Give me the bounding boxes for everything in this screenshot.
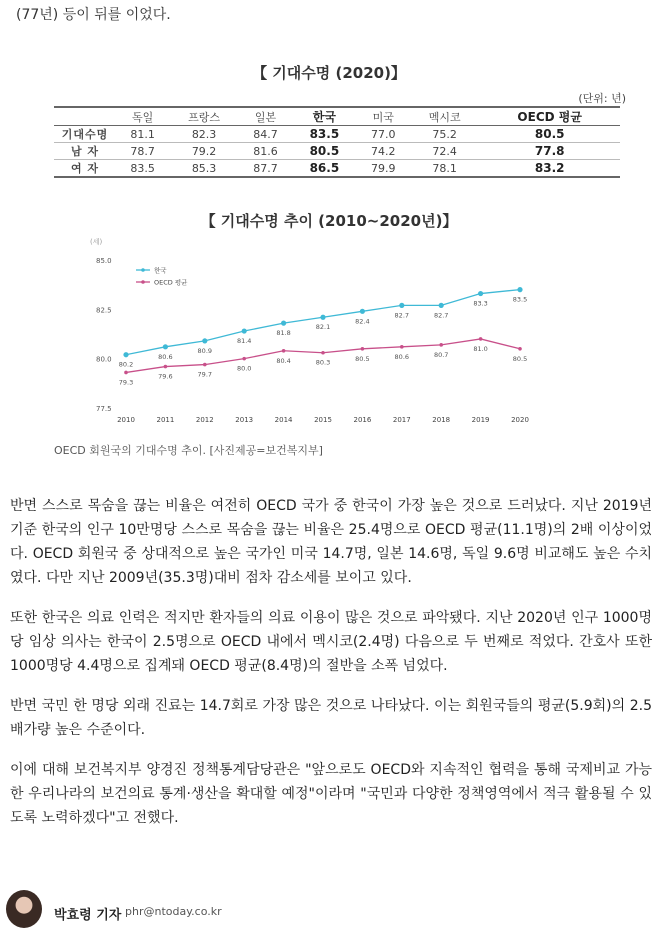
table-cell: 86.5: [292, 160, 356, 178]
column-header: [54, 107, 116, 126]
column-header: OECD 평균: [479, 107, 620, 126]
y-tick-label: 77.5: [96, 405, 112, 413]
table-title: 【 기대수명 (2020)】: [252, 64, 406, 82]
data-point: [203, 363, 207, 367]
data-point: [478, 291, 483, 296]
paragraph: 반면 국민 한 명당 외래 진료는 14.7회로 가장 많은 것으로 나타났다. 이는 회원국들의 평균(5.9회)의 2.5배가량 높은 수준이다.: [10, 698, 652, 738]
table-cell: 83.5: [116, 160, 169, 178]
table-header-row: [54, 107, 620, 126]
data-label: 80.4: [276, 356, 291, 365]
x-tick-label: 2020: [511, 416, 529, 424]
data-point: [439, 343, 443, 347]
data-point: [517, 287, 522, 292]
data-point: [400, 345, 404, 349]
data-label: 80.5: [355, 354, 370, 363]
paragraph: 또한 한국은 의료 인력은 적지만 환자들의 의료 이용이 많은 것으로 파악됐다. 지난 2020년 인구 1000명당 임상 의사는 한국이 2.5명으로 OECD 내에서 멕시코(2.4명) 다음으로 두 번째로 적었다. 간호사 또한 1000명당 4.4명으로 집계돼 OECD 평균(8.4명)의 절반을 소폭 넘었다.: [10, 610, 652, 674]
data-point: [282, 349, 286, 353]
row-label: 여 자: [54, 160, 116, 178]
data-label: 80.5: [512, 354, 528, 363]
data-point: [123, 352, 128, 357]
data-label: 82.1: [315, 323, 331, 332]
table-cell: 78.1: [410, 160, 479, 178]
data-point: [360, 309, 365, 314]
table-cell: 74.2: [357, 143, 410, 160]
table-unit: (단위: 년): [578, 92, 626, 105]
column-header: 미국: [357, 107, 410, 126]
table-cell: 77.8: [479, 143, 620, 160]
table-cell: 83.5: [292, 126, 356, 143]
legend-label: 한국: [154, 266, 167, 275]
chart-title: 【 기대수명 추이 (2010~2020년)】: [200, 212, 458, 230]
data-point: [479, 337, 483, 341]
author-name: 박효령 기자: [54, 908, 122, 923]
column-header: 독일: [116, 107, 169, 126]
y-tick-label: 82.5: [96, 306, 112, 315]
data-label: 79.6: [158, 372, 173, 381]
author-email[interactable]: phr@ntoday.co.kr: [125, 905, 222, 918]
article-image: [0, 52, 658, 462]
data-label: 83.5: [512, 295, 528, 304]
row-label: 남 자: [54, 143, 116, 160]
table-cell: 79.9: [357, 160, 410, 178]
table-cell: 80.5: [479, 126, 620, 143]
legend-label: OECD 평균: [154, 278, 188, 287]
data-point: [361, 347, 365, 351]
data-label: 80.2: [118, 360, 134, 369]
table-cell: 84.7: [239, 126, 292, 143]
x-tick-label: 2016: [353, 416, 372, 424]
x-tick-label: 2010: [117, 416, 135, 424]
data-label: 80.6: [158, 352, 173, 361]
data-label: 80.9: [197, 346, 213, 355]
x-tick-label: 2013: [235, 416, 254, 424]
table-row: [54, 143, 620, 160]
data-point: [163, 344, 168, 349]
data-point: [518, 347, 522, 351]
table-row: [54, 160, 620, 178]
column-header: 프랑스: [169, 107, 238, 126]
data-label: 80.3: [315, 358, 331, 367]
data-point: [321, 351, 325, 355]
table-cell: 81.1: [116, 126, 169, 143]
data-point: [202, 338, 207, 343]
image-caption: OECD 회원국의 기대수명 추이. [사진제공=보건복지부]: [54, 444, 323, 457]
table-cell: 81.6: [239, 143, 292, 160]
data-point: [399, 303, 404, 308]
avatar: [6, 890, 42, 928]
paragraph: 이에 대해 보건복지부 양경진 정책통계담당관은 "앞으로도 OECD와 지속적인 협력을 통해 국제비교 가능한 우리나라의 보건의료 통계·생산을 확대할 예정"이라며 "국민과 다양한 정책영역에서 적극 활용될 수 있도록 노력하겠다"고 전했다.: [10, 762, 652, 826]
author-byline: [0, 886, 658, 927]
column-header: 한국: [292, 107, 356, 126]
x-tick-label: 2019: [471, 416, 490, 424]
data-label: 81.0: [473, 344, 488, 353]
x-tick-label: 2012: [195, 416, 214, 424]
data-label: 82.4: [355, 317, 370, 326]
table-cell: 82.3: [169, 126, 238, 143]
table-cell: 85.3: [169, 160, 238, 178]
table-row: [54, 126, 620, 143]
table-cell: 77.0: [357, 126, 410, 143]
life-expectancy-table: [54, 106, 620, 178]
x-tick-label: 2014: [274, 416, 293, 424]
data-label: 82.7: [394, 311, 410, 320]
data-point: [242, 357, 246, 361]
data-point: [242, 328, 247, 333]
y-tick-label: 85.0: [96, 257, 112, 265]
legend-marker: [141, 268, 145, 272]
row-label: 기대수명: [54, 126, 116, 143]
paragraph: 반면 스스로 목숨을 끊는 비율은 여전히 OECD 국가 중 한국이 가장 높은 것으로 드러났다. 지난 2019년 기준 한국의 인구 10만명당 스스로 목숨을 끊는 비율은 25.4명으로 OECD 평균(11.1명)의 2배 이상이었다. OECD 회원국 중 상대적으로 높은 국가인 미국 14.7명, 일본 14.6명, 독일 9.6명 비교해도 높은 수치였다. 다만 지난 2009년(35.3명)대비 점차 감소세를 보이고 있다.: [10, 498, 652, 586]
data-label: 80.7: [433, 350, 449, 359]
data-point: [164, 365, 168, 369]
x-tick-label: 2018: [432, 416, 451, 424]
x-tick-label: 2017: [392, 416, 411, 424]
data-label: 81.4: [236, 337, 252, 346]
table-cell: 87.7: [239, 160, 292, 178]
data-point: [320, 315, 325, 320]
column-header: 멕시코: [410, 107, 479, 126]
table-cell: 79.2: [169, 143, 238, 160]
data-label: 83.3: [473, 299, 488, 308]
intro-line: (77년) 등이 뒤를 이었다.: [16, 7, 171, 23]
data-point: [439, 303, 444, 308]
column-header: 일본: [239, 107, 292, 126]
table-cell: 75.2: [410, 126, 479, 143]
data-label: 79.7: [197, 370, 213, 379]
table-cell: 83.2: [479, 160, 620, 178]
data-label: 79.3: [118, 378, 134, 387]
legend-marker: [141, 280, 145, 284]
series-line: [126, 290, 520, 355]
x-tick-label: 2011: [156, 416, 175, 424]
table-cell: 80.5: [292, 143, 356, 160]
x-tick-label: 2015: [314, 416, 332, 424]
data-label: 80.0: [236, 364, 252, 373]
life-expectancy-trend-chart: [80, 234, 560, 434]
data-label: 80.6: [394, 352, 410, 361]
data-label: 82.7: [433, 311, 449, 320]
data-label: 81.8: [276, 329, 291, 338]
data-point: [124, 371, 128, 375]
table-cell: 78.7: [116, 143, 169, 160]
y-axis-unit: (세): [90, 238, 103, 246]
data-point: [281, 321, 286, 326]
y-tick-label: 80.0: [96, 355, 112, 364]
table-cell: 72.4: [410, 143, 479, 160]
